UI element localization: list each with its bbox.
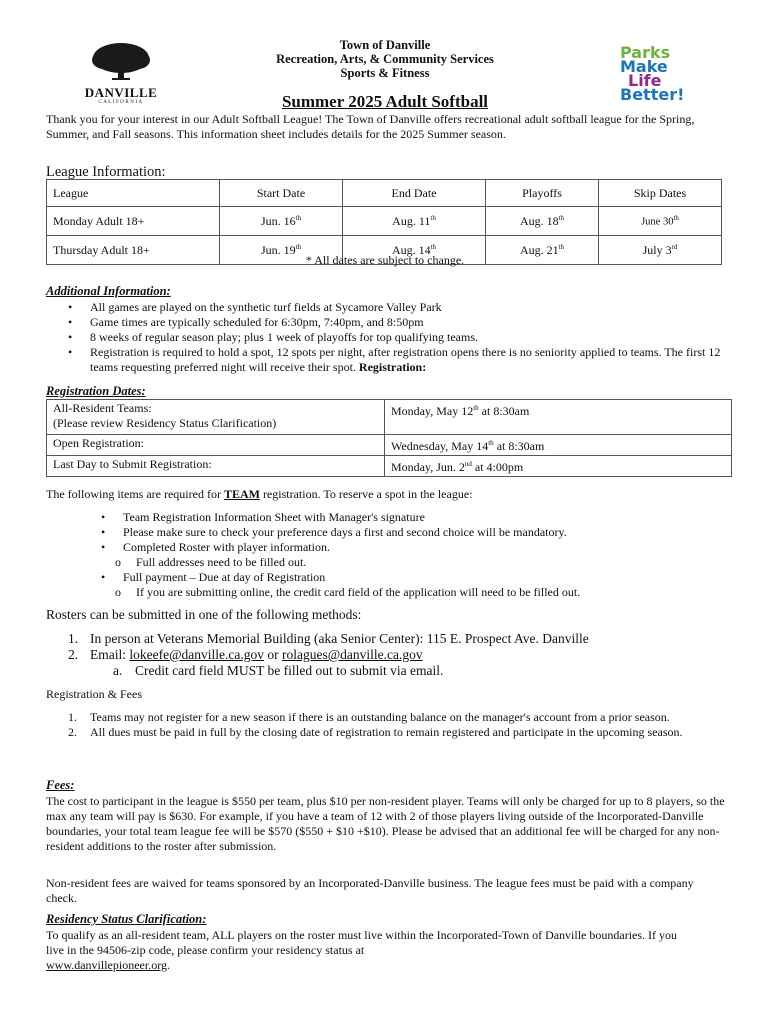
- list-item: • Please make sure to check your preference days a first and second choice will be mandatory.: [101, 525, 567, 539]
- reg-label: All-Resident Teams: (Please review Residency Status Clarification): [47, 400, 385, 435]
- skip-date: June 30th: [599, 207, 722, 236]
- org-division: Sports & Fitness: [340, 66, 430, 80]
- registration-dates-table: [46, 399, 732, 477]
- list-item: • 8 weeks of regular season play; plus 1 week of playoffs for top qualifying teams.: [68, 330, 479, 344]
- league-name: Monday Adult 18+: [47, 207, 220, 236]
- col-league: League: [47, 180, 220, 207]
- end-date: Aug. 14th: [343, 236, 486, 265]
- intro-paragraph: Thank you for your interest in our Adult Softball League! The Town of Danville offers recreational adult softball league for the Spring, Summer, and Fall seasons. This information sheet includes details for the 2025 Summer season.: [46, 112, 695, 141]
- logo-subtext: CALIFORNIA: [98, 100, 144, 105]
- list-item: o Full addresses need to be filled out.: [115, 555, 307, 569]
- registration-dates-heading: Registration Dates:: [46, 384, 146, 398]
- table-row: [47, 207, 722, 236]
- dates-note: * All dates are subject to change.: [305, 253, 465, 267]
- start-date: Jun. 19th: [220, 236, 343, 265]
- list-item: 1. In person at Veterans Memorial Building (aka Senior Center): 115 E. Prospect Ave. Danville: [68, 631, 589, 646]
- list-item: o If you are submitting online, the credit card field of the application will need to be filled out.: [115, 585, 581, 599]
- list-item: • All games are played on the synthetic turf fields at Sycamore Valley Park: [68, 300, 442, 314]
- list-item: 2. Email: lokeefe@danville.ca.gov or rolagues@danville.ca.gov: [68, 647, 423, 662]
- table-header-row: [47, 180, 722, 207]
- logo-word-better: Better!: [620, 85, 685, 104]
- table-row: [47, 456, 732, 477]
- registration-fees-heading: Registration & Fees: [46, 687, 142, 701]
- residency-paragraph: To qualify as an all-resident team, ALL players on the roster must live within the Incorporated-Town of Danville boundaries. If you live in the 94506-zip code, please confirm your residency status at www.danvillepioneer.org.: [46, 928, 678, 972]
- reg-date: Monday, Jun. 2nd at 4:00pm: [385, 456, 732, 477]
- reg-date: Monday, May 12th at 8:30am: [385, 400, 732, 435]
- org-name: Town of Danville: [339, 38, 431, 52]
- league-name: Thursday Adult 18+: [47, 236, 220, 265]
- residency-heading: Residency Status Clarification:: [46, 912, 207, 926]
- fees-waiver-paragraph: Non-resident fees are waived for teams sponsored by an Incorporated-Danville business. The league fees must be paid with a company check.: [46, 876, 694, 905]
- rosters-list: [68, 631, 740, 679]
- email-link-rolagues[interactable]: rolagues@danville.ca.gov: [282, 647, 423, 662]
- logo-word-make: Make: [620, 57, 668, 76]
- col-start-date: Start Date: [220, 180, 343, 207]
- logo-text: DANVILLE: [84, 85, 158, 100]
- email-link-lokeefe[interactable]: lokeefe@danville.ca.gov: [129, 647, 264, 662]
- col-end-date: End Date: [343, 180, 486, 207]
- playoffs-date: Aug. 18th: [486, 207, 599, 236]
- col-skip-dates: Skip Dates: [599, 180, 722, 207]
- list-item: a. Credit card field MUST be filled out to submit via email.: [113, 663, 444, 678]
- list-item: • Full payment – Due at day of Registration: [101, 570, 326, 584]
- list-item: • Registration is required to hold a spot, 12 spots per night, after registration opens there is no seniority applied to teams. The first 12 teams requesting preferred night will receive their spot. Registration:: [68, 345, 721, 374]
- playoffs-date: Aug. 21th: [486, 236, 599, 265]
- page-title: Summer 2025 Adult Softball: [281, 92, 489, 111]
- list-item: • Game times are typically scheduled for 6:30pm, 7:40pm, and 8:50pm: [68, 315, 424, 329]
- additional-info-list: [68, 300, 730, 375]
- fees-paragraph: The cost to participant in the league is $550 per team, plus $10 per non-resident player. Teams will only be charged for up to 8 players, so the max any team will pay is $630. For example, if you have a team of 12 with 2 of those players living outside of the Incorporated-Danville boundaries, your total team league fee will be $570 ($550 + $10 +$10). Please be advised that an additional fee will be charged for any non-resident additions to the roster after submission.: [46, 794, 725, 853]
- col-playoffs: Playoffs: [486, 180, 599, 207]
- end-date: Aug. 11th: [343, 207, 486, 236]
- list-item: 2. All dues must be paid in full by the closing date of registration to remain registered and participate in the upcoming season.: [68, 725, 683, 739]
- skip-date: July 3rd: [599, 236, 722, 265]
- fees-heading: Fees:: [46, 778, 75, 792]
- reg-date: Wednesday, May 14th at 8:30am: [385, 435, 732, 456]
- league-info-heading: League Information:: [46, 164, 166, 180]
- reg-label: Open Registration:: [47, 435, 385, 456]
- rosters-heading: Rosters can be submitted in one of the following methods:: [46, 607, 362, 622]
- registration-fees-list: [68, 710, 720, 740]
- list-item: • Team Registration Information Sheet with Manager's signature: [101, 510, 425, 524]
- logo-word-parks: Parks: [620, 43, 671, 62]
- additional-info-heading: Additional Information:: [46, 284, 171, 298]
- reg-label: Last Day to Submit Registration:: [47, 456, 385, 477]
- requirements-intro: The following items are required for TEAM registration. To reserve a spot in the league:: [46, 487, 473, 501]
- danvillepioneer-link[interactable]: www.danvillepioneer.org: [46, 958, 167, 972]
- org-department: Recreation, Arts, & Community Services: [276, 52, 494, 66]
- table-row: [47, 435, 732, 456]
- list-item: • Completed Roster with player information.: [101, 540, 330, 554]
- start-date: Jun. 16th: [220, 207, 343, 236]
- table-row: [47, 400, 732, 435]
- requirements-list: [101, 510, 723, 600]
- list-item: 1. Teams may not register for a new season if there is an outstanding balance on the manager's account from a prior season.: [68, 710, 670, 724]
- logo-word-life: Life: [628, 71, 662, 90]
